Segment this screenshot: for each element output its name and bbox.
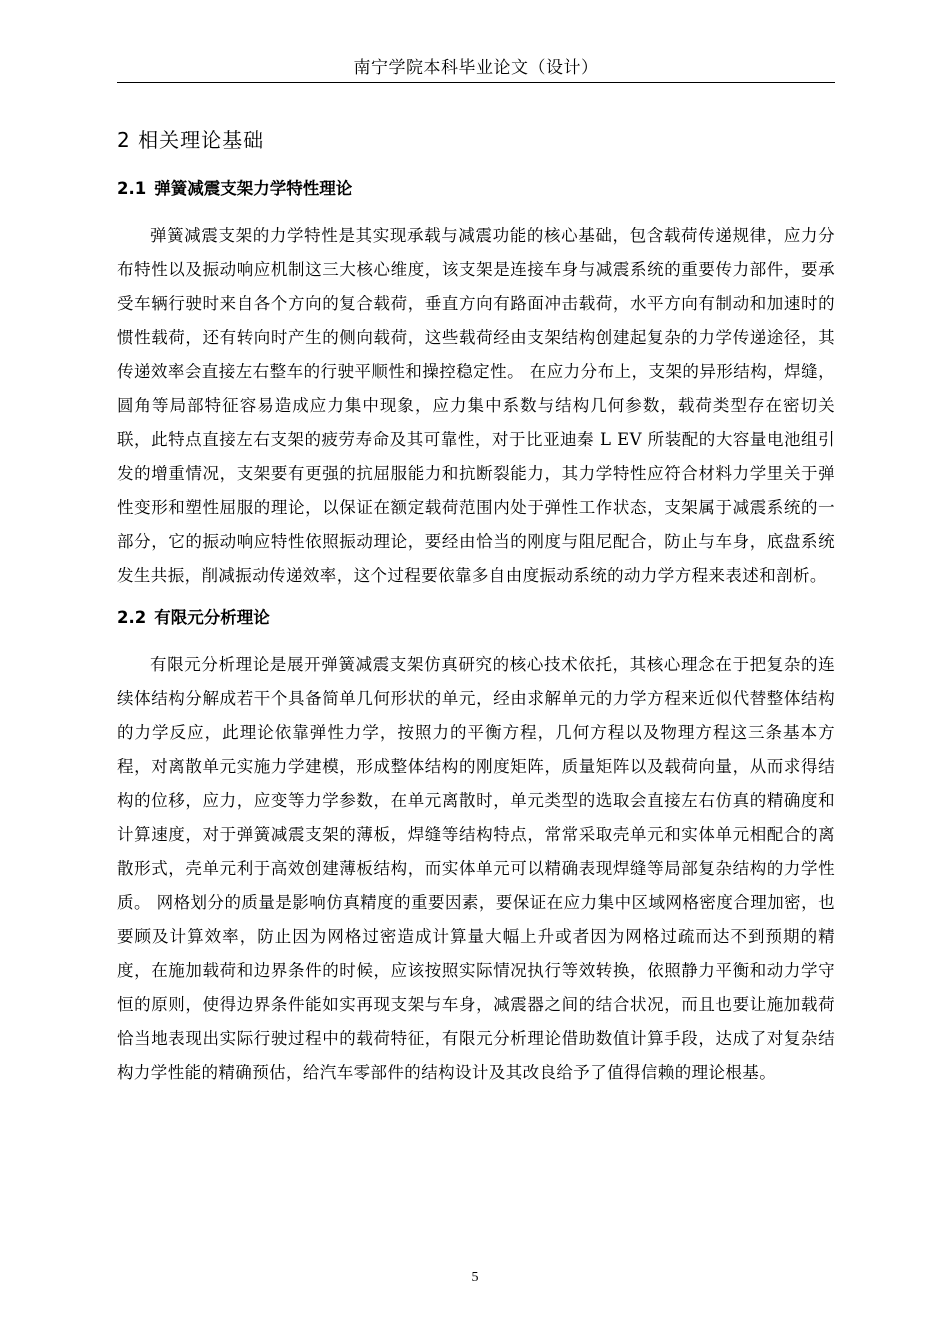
- page-body: [117, 124, 835, 1102]
- chapter-heading: [117, 124, 835, 156]
- section-title: 弹簧减震支架力学特性理论: [154, 179, 353, 198]
- chapter-number: 2: [117, 128, 131, 152]
- section-title: 有限元分析理论: [154, 608, 270, 627]
- running-header: [117, 56, 835, 83]
- page-number: 5: [471, 1270, 479, 1285]
- section-heading-2-2: [117, 605, 835, 631]
- section-number: 2.2: [117, 608, 147, 627]
- section-2-2-paragraph: 有限元分析理论是展开弹簧减震支架仿真研究的核心技术依托，其核心理念在于把复杂的连续体结构分解成若干个具备简单几何形状的单元，经由求解单元的力学方程来近似代替整体结构的力学反应，此理论依靠弹性力学，按照力的平衡方程，几何方程以及物理方程这三条基本方程，对离散单元实施力学建模，形成整体结构的刚度矩阵，质量矩阵以及载荷向量，从而求得结构的位移，应力，应变等力学参数，在单元离散时，单元类型的选取会直接左右仿真的精确度和计算速度，对于弹簧减震支架的薄板，焊缝等结构特点，常常采取壳单元和实体单元相配合的离散形式，壳单元利于高效创建薄板结构，而实体单元可以精确表现焊缝等局部复杂结构的力学性质。 网格划分的质量是影响仿真精度的重要因素，要保证在应力集中区域网格密度合理加密，也要顾及计算效率，防止因为网格过密造成计算量大幅上升或者因为网格过疏而达不到预期的精度，在施加载荷和边界条件的时候，应该按照实际情况执行等效转换，依照静力平衡和动力学守恒的原则，使得边界条件能如实再现支架与车身，减震器之间的结合状况，而且也要让施加载荷恰当地表现出实际行驶过程中的载荷特征，有限元分析理论借助数值计算手段，达成了对复杂结构力学性能的精确预估，给汽车零部件的结构设计及其改良给予了值得信赖的理论根基。: [117, 655, 835, 1082]
- section-2-1-paragraph: 弹簧减震支架的力学特性是其实现承载与减震功能的核心基础，包含载荷传递规律，应力分布特性以及振动响应机制这三大核心维度，该支架是连接车身与减震系统的重要传力部件，要承受车辆行驶时来自各个方向的复合载荷，垂直方向有路面冲击载荷，水平方向有制动和加速时的惯性载荷，还有转向时产生的侧向载荷，这些载荷经由支架结构创建起复杂的力学传递途径，其传递效率会直接左右整车的行驶平顺性和操控稳定性。 在应力分布上，支架的异形结构，焊缝，圆角等局部特征容易造成应力集中现象，应力集中系数与结构几何参数，载荷类型存在密切关联，此特点直接左右支架的疲劳寿命及其可靠性，对于比亚迪秦 L EV 所装配的大容量电池组引发的增重情况，支架要有更强的抗屈服能力和抗断裂能力，其力学特性应符合材料力学里关于弹性变形和塑性屈服的理论，以保证在额定载荷范围内处于弹性工作状态，支架属于减震系统的一部分，它的振动响应特性依照振动理论，要经由恰当的刚度与阻尼配合，防止与车身，底盘系统发生共振，削减振动传递效率，这个过程要依靠多自由度振动系统的动力学方程来表述和剖析。: [117, 226, 835, 585]
- running-header-title: 南宁学院本科毕业论文（设计）: [353, 58, 599, 78]
- chapter-title: 相关理论基础: [138, 128, 265, 152]
- section-heading-2-1: [117, 176, 835, 202]
- section-number: 2.1: [117, 179, 147, 198]
